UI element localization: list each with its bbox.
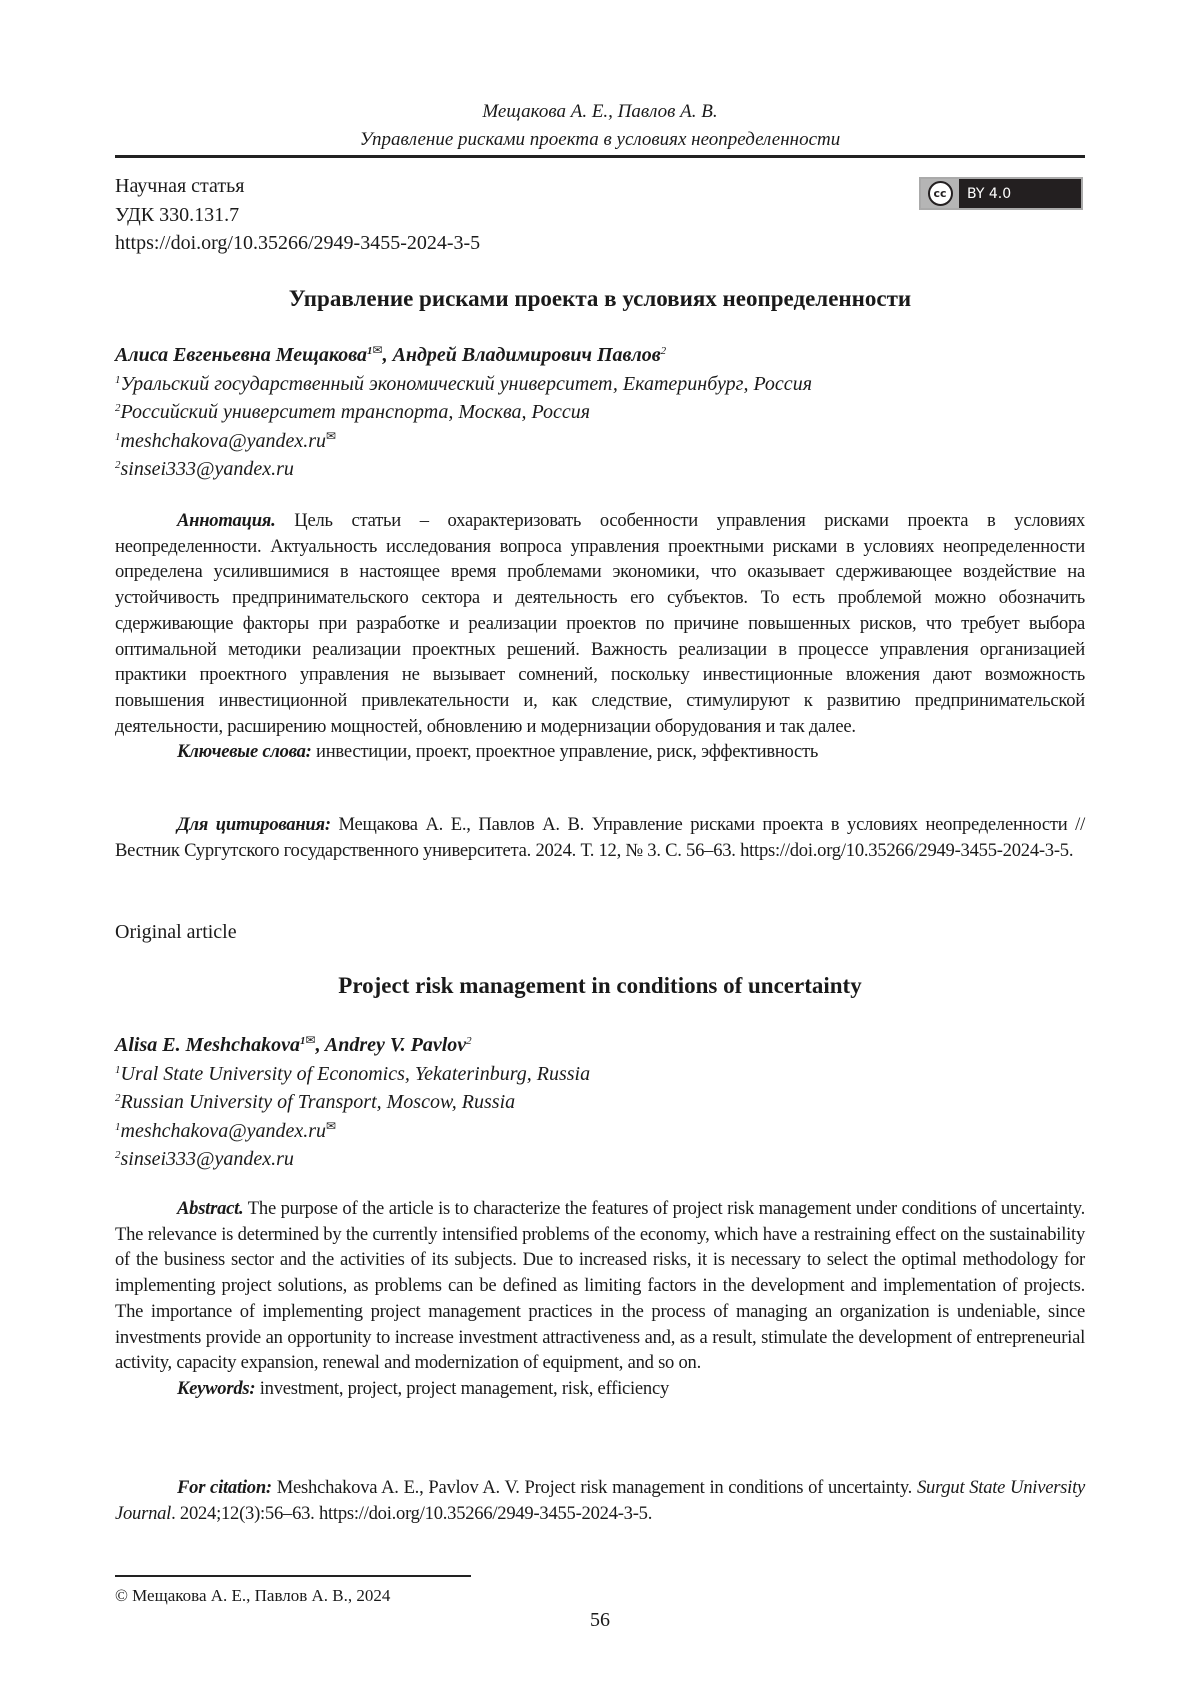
running-header-authors: Мещакова А. Е., Павлов А. В.: [115, 98, 1085, 126]
ru-email-2[interactable]: sinsei333@yandex.ru: [121, 458, 294, 480]
en-email-1[interactable]: meshchakova@yandex.ru: [121, 1120, 327, 1142]
ru-abstract-text: Цель статьи – охарактеризовать особенности управления рисками проекта в условиях неопределенности. Актуальность исследования вопроса управления проектными рисками в условиях неопределенности определена усилившимися в настоящее время проблемами экономики, что оказывает сдерживающее воздействие на устойчивость предпринимательского сектора и деятельность его субъектов. То есть проблемой можно обозначить сдерживающие факторы при разработке и реализации проектов по причине повышенных рисков, что требует выбора оптимальной методики реализации проектных решений. Важность реализации в процессе управления организацией практики проектного управления не вызывает сомнений, поскольку инвестиционные вложения дают возможность повышения инвестиционной привлекательности и, как следствие, стимулируют к развитию предпринимательской деятельности, расширению мощностей, обновлению и модернизации оборудования и так далее.: [115, 510, 1085, 737]
en-keywords: investment, project, project management, risk, efficiency: [260, 1378, 669, 1399]
envelope-icon: ✉: [306, 1033, 316, 1047]
en-email-2[interactable]: sinsei333@yandex.ru: [121, 1148, 294, 1170]
article-type: Научная статья: [115, 172, 1085, 201]
ru-author-2: Андрей Владимирович Павлов: [393, 344, 661, 366]
cc-by-license-badge[interactable]: [919, 177, 1083, 210]
ru-affiliation-1: Уральский государственный экономический университет, Екатеринбург, Россия: [121, 373, 812, 395]
ru-keywords-label: Ключевые слова:: [177, 741, 312, 762]
en-keywords-label: Keywords:: [177, 1378, 255, 1399]
envelope-icon: ✉: [326, 1119, 336, 1133]
ru-authors-block: Алиса Евгеньевна Мещакова1✉, Андрей Владимирович Павлов2 1Уральский государственный экономический университет, Екатеринбург, Россия 2Российский университет транспорта, Москва, Россия 1meshchakova@yandex.ru✉ 2sinsei333@yandex.ru: [115, 341, 1085, 484]
envelope-icon: ✉: [373, 343, 383, 357]
en-abstract-label: Abstract.: [177, 1198, 243, 1219]
ru-citation-text: Мещакова А. Е., Павлов А. В. Управление рисками проекта в условиях неопределенности // Вестник Сургутского государственного университета. 2024. Т. 12, № 3. С. 56–63. https://doi.org/10.35266/2949-3455-2024-3-5.: [115, 814, 1085, 861]
ru-title: Управление рисками проекта в условиях неопределенности: [115, 286, 1085, 312]
footnote-rule: [115, 1575, 471, 1577]
ru-affiliation-2: Российский университет транспорта, Москва, Россия: [121, 401, 591, 423]
en-citation-label: For citation:: [177, 1477, 272, 1498]
page-number: 56: [115, 1609, 1085, 1632]
doi-link[interactable]: https://doi.org/10.35266/2949-3455-2024-3-5: [115, 229, 1085, 258]
envelope-icon: ✉: [326, 429, 336, 443]
ru-abstract: [115, 508, 1085, 765]
en-article-type: Original article: [115, 918, 1085, 947]
ru-keywords: инвестиции, проект, проектное управление, риск, эффективность: [316, 741, 818, 762]
ru-abstract-label: Аннотация.: [177, 510, 276, 531]
cc-icon: cc: [928, 181, 953, 206]
running-header: [115, 98, 1085, 154]
en-affiliation-1: Ural State University of Economics, Yekaterinburg, Russia: [121, 1063, 591, 1085]
ru-citation: [115, 812, 1085, 863]
en-author-1: Alisa E. Meshchakova: [115, 1034, 300, 1056]
copyright: © Мещакова А. Е., Павлов А. В., 2024: [115, 1586, 1085, 1606]
ru-author-1: Алиса Евгеньевна Мещакова: [115, 344, 367, 366]
running-header-title: Управление рисками проекта в условиях неопределенности: [115, 126, 1085, 154]
header-rule: [115, 155, 1085, 158]
en-authors-block: Alisa E. Meshchakova1✉, Andrey V. Pavlov2 1Ural State University of Economics, Yekaterinburg, Russia 2Russian University of Transport, Moscow, Russia 1meshchakova@yandex.ru✉ 2sinsei333@yandex.ru: [115, 1031, 1085, 1174]
en-abstract: [115, 1196, 1085, 1402]
en-affiliation-2: Russian University of Transport, Moscow, Russia: [121, 1091, 516, 1113]
en-abstract-text: The purpose of the article is to characterize the features of project risk management under conditions of uncertainty. The relevance is determined by the currently intensified problems of the economy, which have a restraining effect on the sustainability of the business sector and the activities of its subjects. Due to increased risks, it is necessary to select the optimal methodology for implementing project solutions, as problems can be defined as limiting factors in the development and implementation of projects. The importance of implementing project management practices in the process of managing an organization is undeniable, since investments provide an opportunity to increase investment attractiveness and, as a result, stimulate the development of entrepreneurial activity, capacity expansion, renewal and modernization of equipment, and so on.: [115, 1198, 1085, 1373]
ru-citation-label: Для цитирования:: [177, 814, 331, 835]
udk: УДК 330.131.7: [115, 201, 1085, 230]
en-citation: For citation: Meshchakova A. E., Pavlov A. V. Project risk management in conditions of uncertainty. Surgut State University Journal. 2024;12(3):56–63. https://doi.org/10.35266/2949-3455-2024-3-5.: [115, 1475, 1085, 1526]
journal-name: Surgut State University Journal: [115, 1477, 1085, 1524]
license-label: BY 4.0: [967, 186, 1011, 202]
en-author-2: Andrey V. Pavlov: [325, 1034, 466, 1056]
en-title: Project risk management in conditions of uncertainty: [115, 973, 1085, 999]
ru-email-1[interactable]: meshchakova@yandex.ru: [121, 430, 327, 452]
